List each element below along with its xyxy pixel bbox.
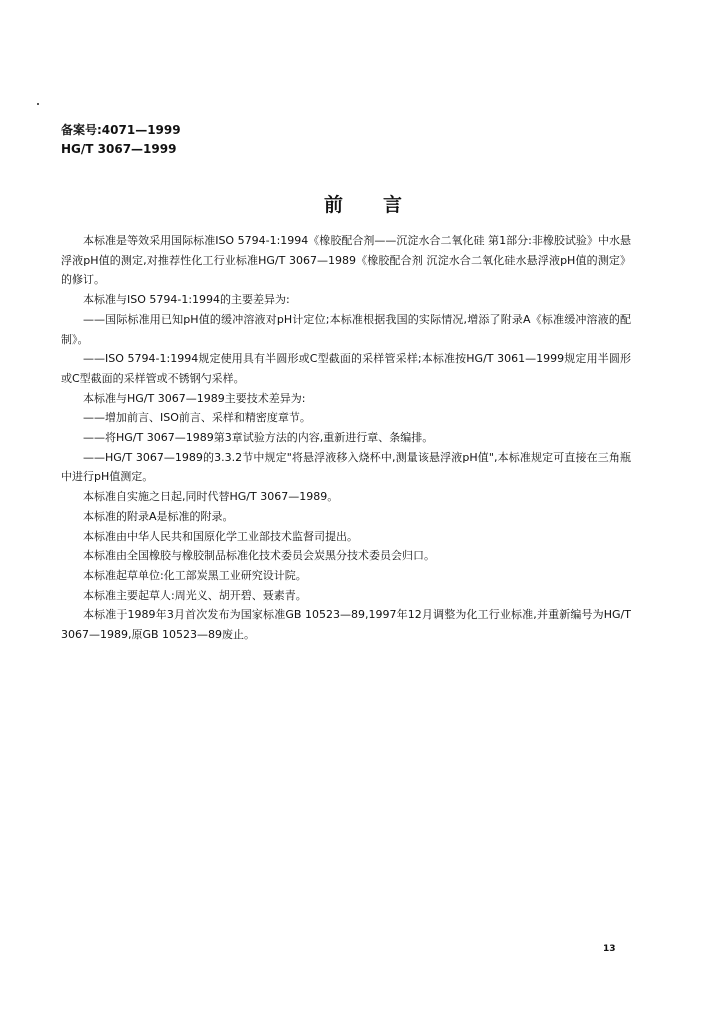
page-number: 13 [603,944,616,954]
paragraph: 本标准由中华人民共和国原化学工业部技术监督司提出。 [83,529,358,543]
standard-number: HG/T 3067—1999 [61,142,177,156]
document-header [61,121,181,159]
paragraph: ——将HG/T 3067—1989第3章试验方法的内容,重新进行章、条编排。 [83,431,434,445]
paragraph: ——ISO 5794-1:1994规定使用具有半圆形或C型截面的采样管采样;本标准按HG/T 3061—1999规定用半圆形或C型截面的采样管或不锈钢勺采样。 [61,352,631,385]
paragraph: 本标准由全国橡胶与橡胶制品标准化技术委员会炭黑分技术委员会归口。 [83,549,435,563]
paragraph: 本标准的附录A是标准的附录。 [83,509,234,523]
paragraph: 本标准与HG/T 3067—1989主要技术差异为: [83,391,306,405]
paragraph: 本标准起草单位:化工部炭黑工业研究设计院。 [83,568,307,582]
paragraph: ——HG/T 3067—1989的3.3.2节中规定"将悬浮液移入烧杯中,测量该悬浮液pH值",本标准规定可直接在三角瓶中进行pH值测定。 [61,450,631,484]
record-number: 备案号:4071—1999 [61,123,181,137]
paragraph: ——国际标准用已知pH值的缓冲溶液对pH计定位;本标准根据我国的实际情况,增添了附录A《标准缓冲溶液的配制》。 [61,312,631,346]
paragraph: 本标准自实施之日起,同时代替HG/T 3067—1989。 [83,490,339,504]
paragraph: 本标准是等效采用国际标准ISO 5794-1:1994《橡胶配合剂——沉淀水合二氧化硅 第1部分:非橡胶试验》中水悬浮液pH值的测定,对推荐性化工行业标准HG/T 3067—1989《橡胶配合剂 沉淀水合二氧化硅水悬浮液pH值的测定》的修订。 [61,234,631,287]
paragraph: 本标准与ISO 5794-1:1994的主要差异为: [83,293,290,307]
paragraph: 本标准于1989年3月首次发布为国家标准GB 10523—89,1997年12月调整为化工行业标准,并重新编号为HG/T 3067—1989,原GB 10523—89废止。 [61,608,631,642]
paragraph: ——增加前言、ISO前言、采样和精密度章节。 [83,411,311,425]
page-title: 前言 [323,194,442,216]
paragraph: 本标准主要起草人:周光义、胡开碧、聂素青。 [83,588,307,602]
scan-speck [37,103,39,105]
foreword-body [61,231,631,645]
